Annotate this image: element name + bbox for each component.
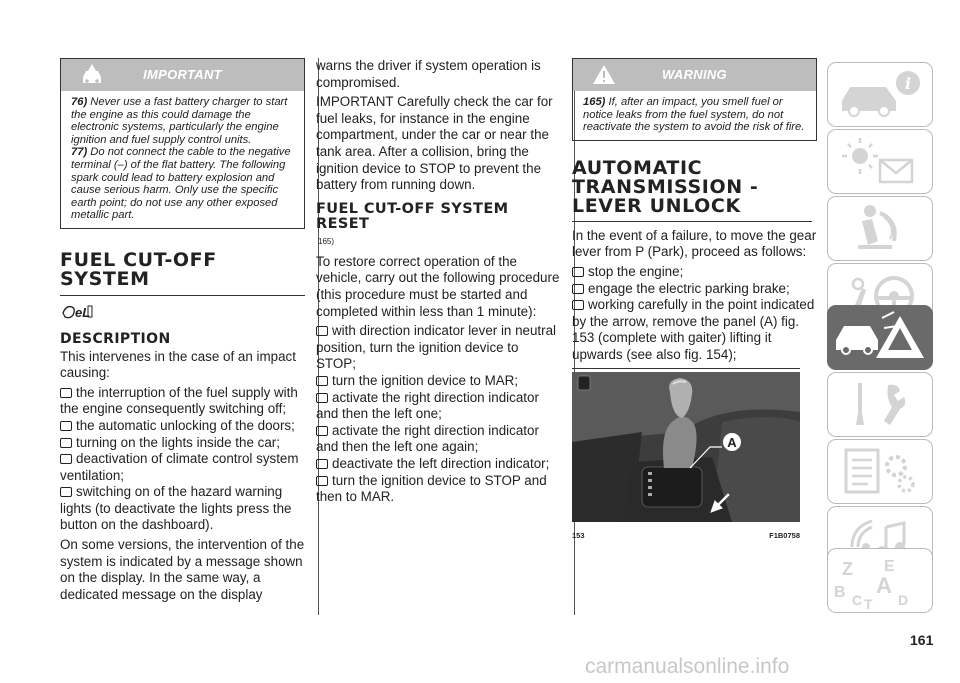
warning-box <box>572 58 817 141</box>
footnote-reference <box>316 234 560 254</box>
reset-steps-list <box>316 323 560 506</box>
list-item-text: stop the engine; <box>588 263 684 279</box>
index-letter: B <box>834 584 846 601</box>
tab-warning-lights[interactable] <box>827 129 933 194</box>
technical-data-icon <box>828 440 932 503</box>
bullet-icon <box>60 454 72 464</box>
list-item-text: turn the ignition device to MAR; <box>332 372 519 388</box>
figure-caption <box>572 528 800 545</box>
watermark: carmanualsonline.info <box>585 655 790 678</box>
unlock-steps-list <box>572 264 817 364</box>
bullet-icon <box>316 393 328 403</box>
intro-paragraph: In the event of a failure, to move the gear lever from P (Park), proceed as follows: <box>572 227 817 260</box>
list-item <box>60 451 305 484</box>
section-title-transmission: AUTOMATIC TRANSMISSION - LEVER UNLOCK <box>572 159 812 222</box>
seat-safety-icon <box>828 197 932 260</box>
note-text: Never use a fast battery charger to start the engine as this could damage the electronic systems, particularly the engine ignition and fuel supply control units. <box>71 96 288 146</box>
list-item <box>60 484 305 534</box>
warning-box-body <box>573 91 816 140</box>
bullet-icon <box>572 300 584 310</box>
index-icon <box>828 549 932 612</box>
index-letter: E <box>884 558 895 575</box>
svg-text:eL: eL <box>75 304 91 320</box>
list-item-text: working carefully in the point indicated by the arrow, remove the panel (A) fig. 153 (complete with gaiter) lifting it upwards (see also fig. 154); <box>572 297 815 362</box>
index-letter: Z <box>842 559 853 579</box>
important-note <box>71 96 296 146</box>
warning-box-header <box>573 59 816 91</box>
car-info-icon <box>828 63 932 126</box>
column-1 <box>60 58 305 606</box>
fuel-cutoff-effects-list <box>60 385 305 534</box>
subheading-description: DESCRIPTION <box>60 330 171 347</box>
list-item-text: the interruption of the fuel supply with the engine consequently switching off; <box>60 384 298 417</box>
list-item-text: engage the electric parking brake; <box>588 280 790 296</box>
note-number: 76) <box>71 96 88 108</box>
bullet-icon <box>572 267 584 277</box>
important-box-body <box>61 91 304 228</box>
index-letter: T <box>864 596 873 612</box>
figure-code: F1B0758 <box>769 531 800 541</box>
emergency-icon <box>828 306 932 369</box>
bullet-icon <box>316 326 328 336</box>
important-box <box>60 58 305 229</box>
body-paragraph: On some versions, the intervention of the system is indicated by a message shown on the display. In the same way, a dedicated message on the display <box>60 537 305 602</box>
list-item <box>60 385 305 418</box>
bullet-icon <box>316 476 328 486</box>
note-text: If, after an impact, you smell fuel or notice leaks from the fuel system, do not reactivate the system to avoid the risk of fire. <box>583 96 805 134</box>
list-item <box>316 473 560 506</box>
list-item-text: turn the ignition device to STOP and then to MAR. <box>316 472 547 505</box>
note-number: 77) <box>71 146 88 159</box>
ref-number[interactable]: 165) <box>318 236 335 246</box>
index-letter: A <box>876 573 892 598</box>
list-item <box>316 423 560 456</box>
warning-triangle-icon <box>591 63 617 92</box>
list-item-text: turning on the lights inside the car; <box>76 434 280 450</box>
list-item <box>60 435 305 452</box>
figure-153 <box>572 368 817 545</box>
warning-lights-icon <box>828 130 932 193</box>
tab-seat-safety[interactable] <box>827 196 933 261</box>
figure-callout-a: A <box>727 434 737 450</box>
list-item <box>316 323 560 373</box>
list-item <box>316 373 560 390</box>
tab-index[interactable] <box>827 548 933 613</box>
bullet-icon <box>316 426 328 436</box>
bullet-icon <box>572 284 584 294</box>
figure-rule <box>572 368 800 369</box>
bullet-icon <box>60 487 72 497</box>
important-box-title: IMPORTANT <box>143 66 222 82</box>
bullet-icon <box>316 459 328 469</box>
warning-note <box>583 96 808 134</box>
body-paragraph: IMPORTANT Carefully check the car for fuel leaks, for instance in the engine compartment, under the car or near the tank area. After a collision, bring the ignition device to STOP to prevent the battery from running down. <box>316 94 553 193</box>
page-number: 161 <box>910 632 934 648</box>
note-text: Do not connect the cable to the negative terminal (–) of the flat battery. The following spark could lead to battery explosion and cause serious harm. Only use the specific earth point; do not use any other exposed metallic part. <box>71 146 291 222</box>
list-item <box>572 281 817 298</box>
section-title-fuel-cut-off: FUEL CUT-OFF SYSTEM <box>60 248 217 290</box>
maintenance-icon <box>828 373 932 436</box>
bullet-icon <box>60 438 72 448</box>
list-item-text: switching on of the hazard warning lights (to deactivate the lights press the button on the dashboard). <box>60 484 292 533</box>
list-item-text: activate the right direction indicator and then the left one; <box>316 389 539 422</box>
bullet-icon <box>316 376 328 386</box>
list-item-text: deactivate the left direction indicator; <box>332 455 550 471</box>
svg-text:i: i <box>904 74 912 93</box>
list-item <box>60 418 305 435</box>
list-item <box>572 264 817 281</box>
index-letter: C <box>852 592 863 608</box>
note-number: 165) <box>583 96 606 108</box>
bullet-icon <box>60 421 72 431</box>
body-paragraph: warns the driver if system operation is compromised. <box>316 58 541 90</box>
tab-maintenance[interactable] <box>827 372 933 437</box>
section-title-reset: FUEL CUT-OFF SYSTEM RESET <box>316 200 509 232</box>
list-item-text: deactivation of climate control system ventilation; <box>60 451 299 483</box>
column-3 <box>572 58 817 545</box>
figure-number: 153 <box>572 531 585 541</box>
list-item-text: with direction indicator lever in neutral position, turn the ignition device to STOP; <box>316 323 557 372</box>
warning-box-title: WARNING <box>662 66 727 82</box>
important-box-header <box>61 59 304 91</box>
intro-paragraph: This intervenes in the case of an impact causing: <box>60 348 296 381</box>
tab-car-info[interactable] <box>827 62 933 127</box>
tab-emergency[interactable] <box>827 305 933 370</box>
list-item-text: the automatic unlocking of the doors; <box>76 417 295 433</box>
list-item <box>316 390 560 423</box>
tab-technical-data[interactable] <box>827 439 933 504</box>
car-caution-icon <box>79 63 105 92</box>
ecu-reference-icon <box>60 304 94 324</box>
gear-lever-photo <box>572 372 800 522</box>
list-item <box>572 297 817 363</box>
bullet-icon <box>60 388 72 398</box>
important-note <box>71 146 296 222</box>
list-item-text: activate the right direction indicator and then the left one again; <box>316 422 539 455</box>
column-2 <box>316 58 560 509</box>
section-rule <box>60 295 305 296</box>
index-letter: D <box>898 592 909 608</box>
body-paragraph: To restore correct operation of the vehicle, carry out the following procedure (this procedure must be started and completed within less than 1 minute): <box>316 253 560 319</box>
list-item <box>316 456 560 473</box>
